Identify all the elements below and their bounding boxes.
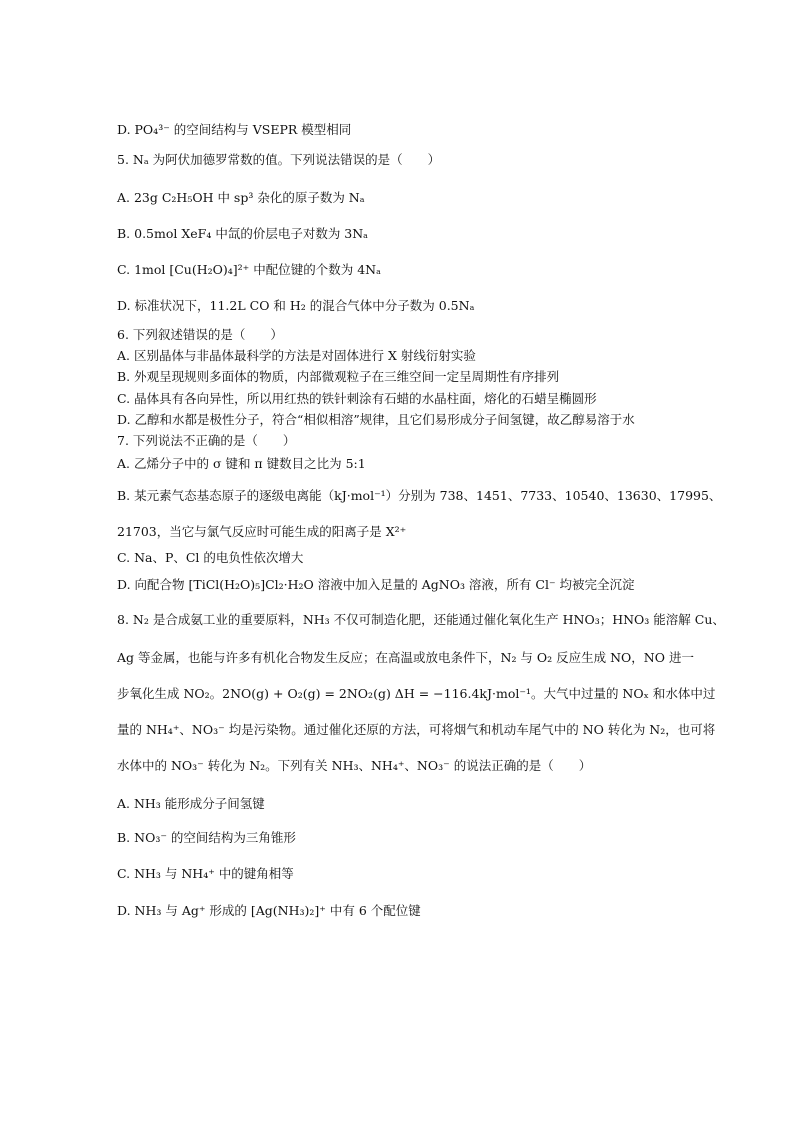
q6-option-a: A. 区别晶体与非晶体最科学的方法是对固体进行 X 射线衍射实验 (117, 348, 476, 363)
q8-stem-line2: Ag 等金属，也能与许多有机化合物发生反应；在高温或放电条件下，N₂ 与 O₂ 反应生成 NO，NO 进一 (117, 650, 694, 665)
q8-stem-line1: 8. N₂ 是合成氨工业的重要原料，NH₃ 不仅可制造化肥，还能通过催化氧化生产 HNO₃；HNO₃ 能溶解 Cu、 (117, 612, 725, 627)
q4-option-d: D. PO₄³⁻ 的空间结构与 VSEPR 模型相同 (117, 122, 352, 137)
q7-option-a: A. 乙烯分子中的 σ 键和 π 键数目之比为 5:1 (117, 456, 366, 471)
q6-stem: 6. 下列叙述错误的是（ ） (117, 327, 283, 342)
q6-option-b: B. 外观呈现规则多面体的物质，内部微观粒子在三维空间一定呈周期性有序排列 (117, 369, 560, 384)
q7-option-b-line2: 21703，当它与氯气反应时可能生成的阳离子是 X²⁺ (117, 524, 407, 539)
q7-option-b-line1: B. 某元素气态基态原子的逐级电离能（kJ·mol⁻¹）分别为 738、1451、7733、10540、13630、17995、 (117, 488, 722, 503)
q7-stem: 7. 下列说法不正确的是（ ） (117, 433, 296, 448)
q5-stem: 5. Nₐ 为阿伏加德罗常数的值。下列说法错误的是（ ） (117, 152, 441, 167)
q8-option-c: C. NH₃ 与 NH₄⁺ 中的键角相等 (117, 866, 294, 881)
q6-option-d: D. 乙醇和水都是极性分子，符合“相似相溶”规律，且它们易形成分子间氢键，故乙醇易溶于水 (117, 412, 635, 427)
q8-option-b: B. NO₃⁻ 的空间结构为三角锥形 (117, 830, 296, 845)
q8-stem-line3: 步氧化生成 NO₂。2NO(g) + O₂(g) = 2NO₂(g) ΔH = −116.4kJ·mol⁻¹。大气中过量的 NOₓ 和水体中过 (117, 686, 716, 701)
q7-option-c: C. Na、P、Cl 的电负性依次增大 (117, 550, 304, 565)
q7-option-d: D. 向配合物 [TiCl(H₂O)₅]Cl₂·H₂O 溶液中加入足量的 AgNO₃ 溶液，所有 Cl⁻ 均被完全沉淀 (117, 577, 635, 592)
q5-option-d: D. 标准状况下，11.2L CO 和 H₂ 的混合气体中分子数为 0.5Nₐ (117, 298, 475, 313)
q8-option-a: A. NH₃ 能形成分子间氢键 (117, 796, 265, 811)
q5-option-c: C. 1mol [Cu(H₂O)₄]²⁺ 中配位键的个数为 4Nₐ (117, 262, 381, 277)
q5-option-b: B. 0.5mol XeF₄ 中氙的价层电子对数为 3Nₐ (117, 226, 369, 241)
q8-option-d: D. NH₃ 与 Ag⁺ 形成的 [Ag(NH₃)₂]⁺ 中有 6 个配位键 (117, 903, 421, 918)
q8-stem-line4: 量的 NH₄⁺、NO₃⁻ 均是污染物。通过催化还原的方法，可将烟气和机动车尾气中的 NO 转化为 N₂，也可将 (117, 722, 716, 737)
q6-option-c: C. 晶体具有各向异性，所以用红热的铁针刺涂有石蜡的水晶柱面，熔化的石蜡呈椭圆形 (117, 391, 597, 406)
q5-option-a: A. 23g C₂H₅OH 中 sp³ 杂化的原子数为 Nₐ (117, 190, 365, 205)
q8-stem-line5: 水体中的 NO₃⁻ 转化为 N₂。下列有关 NH₃、NH₄⁺、NO₃⁻ 的说法正确的是（ ） (117, 758, 592, 773)
